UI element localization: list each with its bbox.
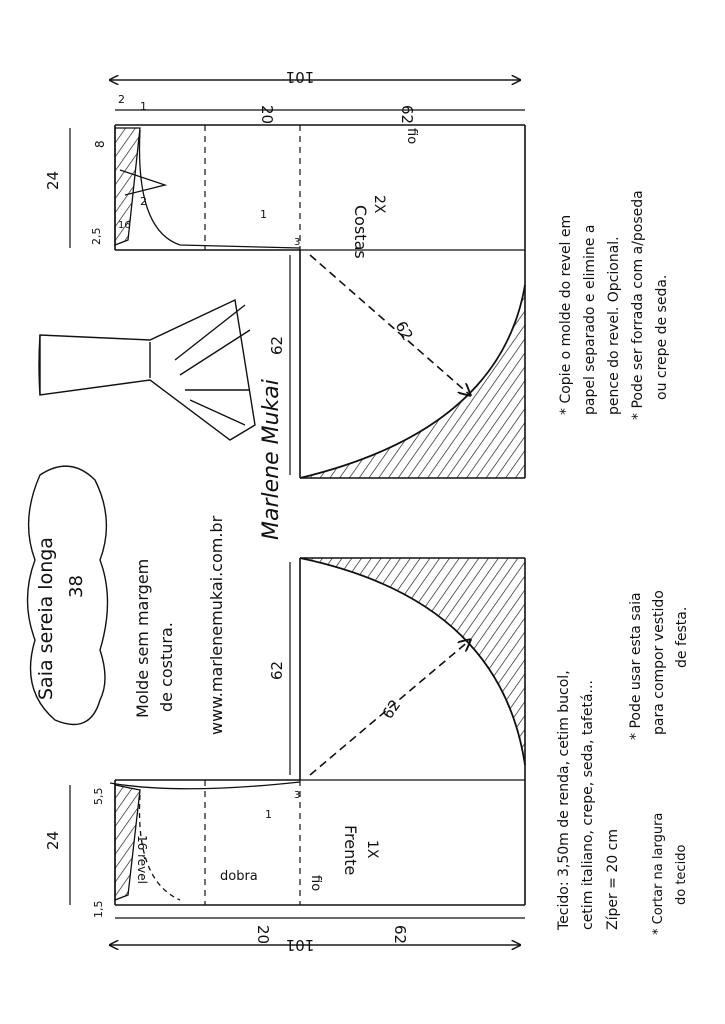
copy-line2: papel separado e elimine a (582, 224, 598, 415)
front-total-width: 101 (285, 936, 315, 954)
cut-line1: * Cortar na largura (651, 812, 666, 935)
copy-line1: * Copie o molde do revel em (558, 214, 574, 415)
front-facing: 16 revel (135, 835, 149, 884)
back-small-b: 1 (140, 100, 147, 113)
back-small-a: 2 (118, 93, 125, 106)
back-right-width: 62 (398, 105, 416, 125)
back-count: 2X (371, 195, 387, 214)
back-point-1: 1 (260, 208, 267, 221)
front-top-55: 5,5 (92, 787, 105, 805)
front-fold: dobra (220, 869, 258, 884)
title-cloud (28, 466, 108, 724)
back-total-width: 101 (285, 68, 315, 86)
back-grain: fio (404, 128, 419, 145)
mold-line2: de costura. (157, 622, 176, 712)
back-dart-16: 16 (118, 220, 131, 231)
use-line1: * Pode usar esta saia (628, 592, 644, 740)
fabric-line1: Tecido: 3,50m de renda, cetim bucol, (556, 670, 572, 930)
mold-note (133, 379, 284, 735)
use-line3: de festa. (674, 606, 690, 668)
back-radius: 62 (391, 318, 417, 344)
front-radius: 62 (378, 696, 405, 723)
back-left-width: 20 (258, 105, 276, 125)
front-piece-label: Frente (341, 825, 360, 876)
front-vertical: 62 (268, 660, 286, 680)
front-pattern (110, 558, 525, 905)
lining-line2: ou crepe de seda. (654, 274, 670, 400)
mold-line1: Molde sem margem (133, 558, 152, 718)
back-pattern (115, 125, 525, 478)
front-left-width: 20 (254, 925, 272, 945)
instructions (556, 190, 690, 935)
back-dart-2: 2 (140, 195, 147, 208)
back-hem: 2,5 (90, 227, 103, 245)
fabric-line2: cetim italiano, crepe, seda, tafetá... (580, 680, 596, 930)
front-point-3: 3 (294, 790, 301, 801)
front-bottom-15: 1,5 (92, 900, 105, 918)
use-line2: para compor vestido (651, 590, 667, 735)
title-text: Saia sereia longa (35, 537, 57, 700)
title-size: 38 (66, 575, 87, 598)
lining-line1: * Pode ser forrada com a/poseda (630, 190, 646, 420)
front-grain: fio (308, 875, 323, 892)
front-point-1: 1 (265, 808, 272, 821)
back-piece-label: Costas (351, 205, 370, 259)
signature: Marlene Mukai (259, 379, 284, 540)
website: www.marlenemukai.com.br (207, 515, 226, 735)
front-right-width: 62 (391, 925, 409, 945)
back-labels (44, 68, 419, 355)
back-vertical: 62 (268, 335, 286, 355)
front-height: 24 (44, 830, 62, 850)
front-count: 1X (364, 840, 380, 859)
back-point-3: 3 (294, 237, 301, 248)
back-side-8: 8 (93, 140, 107, 148)
copy-line3: pence do revel. Opcional. (606, 236, 622, 415)
skirt-sketch (39, 300, 255, 440)
back-height: 24 (44, 170, 62, 190)
zipper-line: Zíper = 20 cm (605, 829, 621, 930)
cut-line2: do tecido (674, 844, 689, 905)
